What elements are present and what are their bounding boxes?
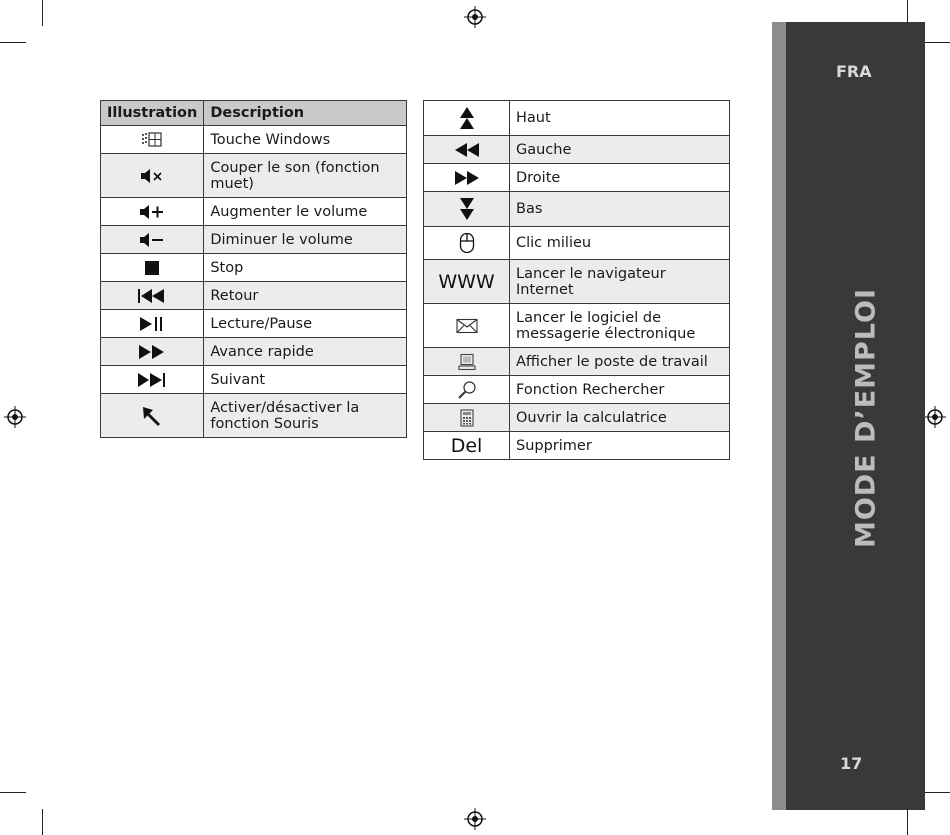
table-row (424, 260, 730, 304)
crop-mark (0, 42, 26, 43)
table-row (101, 126, 407, 154)
shortcut-table-right (423, 100, 730, 460)
table-row (101, 198, 407, 226)
table-row (424, 101, 730, 136)
table-row (101, 338, 407, 366)
row-label: Touche Windows (204, 126, 407, 154)
next-icon (101, 366, 204, 394)
registration-mark-icon (464, 808, 486, 830)
crop-mark (0, 792, 26, 793)
registration-mark-icon (4, 406, 26, 428)
crop-mark (907, 809, 908, 835)
row-label: Bas (510, 192, 730, 227)
table-row (101, 310, 407, 338)
table-row (101, 366, 407, 394)
volume-up-icon (101, 198, 204, 226)
row-label: Lecture/Pause (204, 310, 407, 338)
mute-icon (101, 154, 204, 198)
right-icon (424, 164, 510, 192)
mouse-pointer-icon (101, 394, 204, 438)
row-label: Augmenter le volume (204, 198, 407, 226)
table-row (101, 282, 407, 310)
row-label: Gauche (510, 136, 730, 164)
table-row (424, 432, 730, 460)
row-label: Stop (204, 254, 407, 282)
row-label: Clic milieu (510, 227, 730, 260)
row-label: Haut (510, 101, 730, 136)
row-label: Avance rapide (204, 338, 407, 366)
www-icon-text: WWW (438, 270, 495, 293)
shortcut-table-left (100, 100, 407, 438)
volume-down-icon (101, 226, 204, 254)
row-label: Activer/désactiver la fonction Souris (204, 394, 407, 438)
registration-mark-icon (924, 406, 946, 428)
left-icon (424, 136, 510, 164)
table-row (424, 348, 730, 376)
sidebar-band (772, 22, 925, 810)
row-label: Droite (510, 164, 730, 192)
table-row (424, 227, 730, 260)
row-label: Lancer le logiciel de messagerie électronique (510, 304, 730, 348)
row-label: Suivant (204, 366, 407, 394)
header-illustration: Illustration (101, 101, 204, 126)
registration-mark-icon (464, 6, 486, 28)
language-label: FRA (836, 62, 872, 81)
crop-mark (42, 809, 43, 835)
windows-key-icon (101, 126, 204, 154)
table-row (424, 136, 730, 164)
row-label: Diminuer le volume (204, 226, 407, 254)
table-row (424, 404, 730, 432)
crop-mark (924, 792, 950, 793)
search-icon (424, 376, 510, 404)
crop-mark (42, 0, 43, 26)
crop-mark (924, 42, 950, 43)
table-row (424, 304, 730, 348)
row-label: Lancer le navigateur Internet (510, 260, 730, 304)
fast-forward-icon (101, 338, 204, 366)
table-row (101, 394, 407, 438)
row-label: Couper le son (fonction muet) (204, 154, 407, 198)
table-row (424, 376, 730, 404)
header-description: Description (204, 101, 407, 126)
section-title: MODE D’EMPLOI (850, 287, 882, 549)
calculator-icon (424, 404, 510, 432)
down-icon (424, 192, 510, 227)
delete-icon (424, 432, 510, 460)
play-pause-icon (101, 310, 204, 338)
table-header-row (101, 101, 407, 126)
www-icon (424, 260, 510, 304)
row-label: Retour (204, 282, 407, 310)
row-label: Fonction Rechercher (510, 376, 730, 404)
page-number: 17 (840, 754, 863, 773)
table-row (101, 226, 407, 254)
row-label: Ouvrir la calculatrice (510, 404, 730, 432)
email-icon (424, 304, 510, 348)
previous-icon (101, 282, 204, 310)
middle-click-icon (424, 227, 510, 260)
table-row (424, 164, 730, 192)
computer-icon (424, 348, 510, 376)
table-row (101, 154, 407, 198)
delete-icon-text: Del (450, 434, 483, 457)
row-label: Afficher le poste de travail (510, 348, 730, 376)
table-row (424, 192, 730, 227)
up-icon (424, 101, 510, 136)
sidebar-edge (772, 22, 786, 810)
row-label: Supprimer (510, 432, 730, 460)
table-row (101, 254, 407, 282)
stop-icon (101, 254, 204, 282)
